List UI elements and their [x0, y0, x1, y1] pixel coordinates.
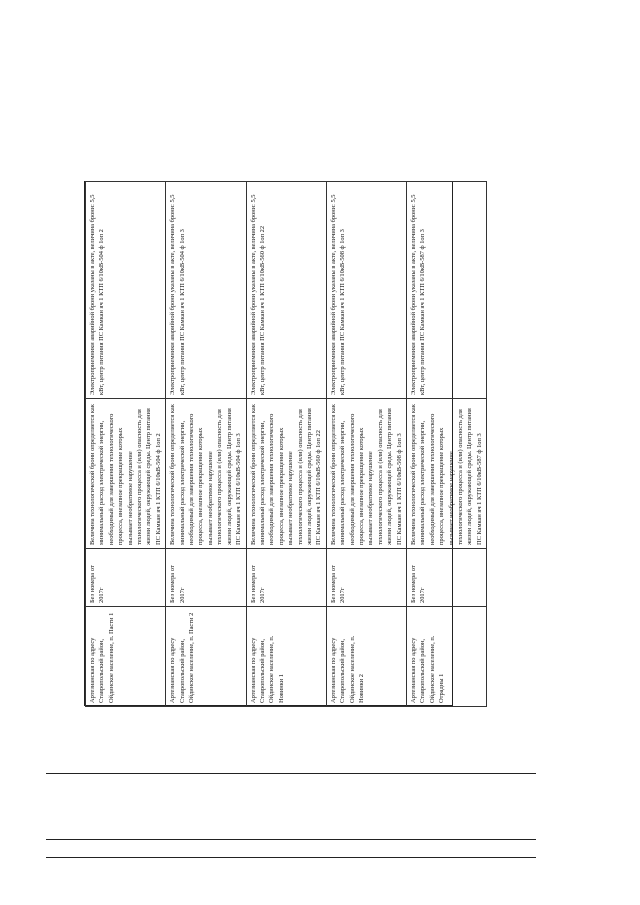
cell-location: Артезианская по адресу Ставропольский район, Ойдинское население, п. Пасти 1 [86, 607, 166, 707]
cell-location: Артезианская по адресу Ставропольский район, Ойдинское население, п. Пасти 2 [166, 607, 246, 707]
cell-description: Величина технологической брони определяется как минимальный расход электрической энергии, необходимый для завершения технологического процесса, внезапное прекращение которых вызывает необратимое нарушение технологического процесса и (или) опасность для жизни людей, окружающей среды. Центр питания ПС Камкан яч 1 КТП 6/10кВ-587 ф 1оп 3 [407, 399, 487, 549]
divider-line-1 [46, 773, 536, 774]
cell-description: Величина технологической брони определяется как минимальный расход электрической энергии, необходимый для завершения технологического процесса, внезапное прекращение которых вызывает необратимое нарушение технологического процесса и (или) опасность для жизни людей, окружающей среды. Центр питания ПС Камкан яч 1 КТП 6/10кВ-560 ф 1оп 22 [246, 399, 326, 549]
cell-number: Без номера от 2017г [326, 549, 406, 607]
cell-note: Электроприемники аварийной брони указаны в акте, величина брони: 5,5 кВт, центр питания ПС Камкан яч 1 КТП 6/10кВ-504 ф 1оп 3 [166, 182, 246, 399]
cell-location: Артезианская по адресу Ставропольский район, Ойдинское население, п. Новинки 2 [326, 607, 406, 707]
divider-line-2 [46, 839, 536, 840]
divider-line-3 [46, 857, 536, 858]
cell-note: Электроприемники аварийной брони указаны в акте, величина брони: 5,5 кВт, центр питания ПС Камкан яч 1 КТП 6/10кВ-508 ф 1оп 3 [326, 182, 406, 399]
reserve-table [85, 181, 487, 707]
table-row [86, 182, 166, 707]
cell-number: Без номера от 2017г [86, 549, 166, 607]
cell-description: Величина технологической брони определяется как минимальный расход электрической энергии, необходимый для завершения технологического процесса, внезапное прекращение которых вызывает необратимое нарушение технологического процесса и (или) опасность для жизни людей, окружающей среды. Центр питания ПС Камкан яч 1 КТП 6/10кВ-504 ф 1оп 2 [86, 399, 166, 549]
cell-description: Величина технологической брони определяется как минимальный расход электрической энергии, необходимый для завершения технологического процесса, внезапное прекращение которых вызывает необратимое нарушение технологического процесса и (или) опасность для жизни людей, окружающей среды. Центр питания ПС Камкан яч 1 КТП 6/10кВ-504 ф 1оп 3 [166, 399, 246, 549]
cell-location: Артезианская по адресу Ставропольский район, Ойдинское население, п. Новинки 1 [246, 607, 326, 707]
rotated-table-content [85, 182, 483, 707]
cell-description: Величина технологической брони определяется как минимальный расход электрической энергии, необходимый для завершения технологического процесса, внезапное прекращение которых вызывает необратимое нарушение технологического процесса и (или) опасность для жизни людей, окружающей среды. Центр питания ПС Камкан яч 1 КТП 6/10кВ-508 ф 1оп 3 [326, 399, 406, 549]
table-row [407, 182, 487, 707]
rotated-table-frame [84, 181, 483, 706]
cell-number: Без номера от 2017г [246, 549, 326, 607]
cell-note: Электроприемники аварийной брони указаны в акте, величина брони: 5,5 кВт, центр питания ПС Камкан яч 1 КТП 6/10кВ-560 ф 1оп 22 [246, 182, 326, 399]
cell-number: Без номера от 2017г [407, 549, 487, 607]
table-row [166, 182, 246, 707]
cell-note: Электроприемники аварийной брони указаны в акте, величина брони: 5,5 кВт, центр питания ПС Камкан яч 1 КТП 6/10кВ-587 ф 1оп 3 [407, 182, 487, 399]
table-row [326, 182, 406, 707]
cell-note: Электроприемники аварийной брони указаны в акте, величина брони: 5,5 кВт, центр питания ПС Камкан яч 1 КТП 6/10кВ-504 ф 1оп 2 [86, 182, 166, 399]
cell-number: Без номера от 2017г [166, 549, 246, 607]
table-row [246, 182, 326, 707]
cell-location: Артезианская по адресу Ставропольский район, Ойдинское население, п. Отрадны 1 [407, 607, 487, 707]
